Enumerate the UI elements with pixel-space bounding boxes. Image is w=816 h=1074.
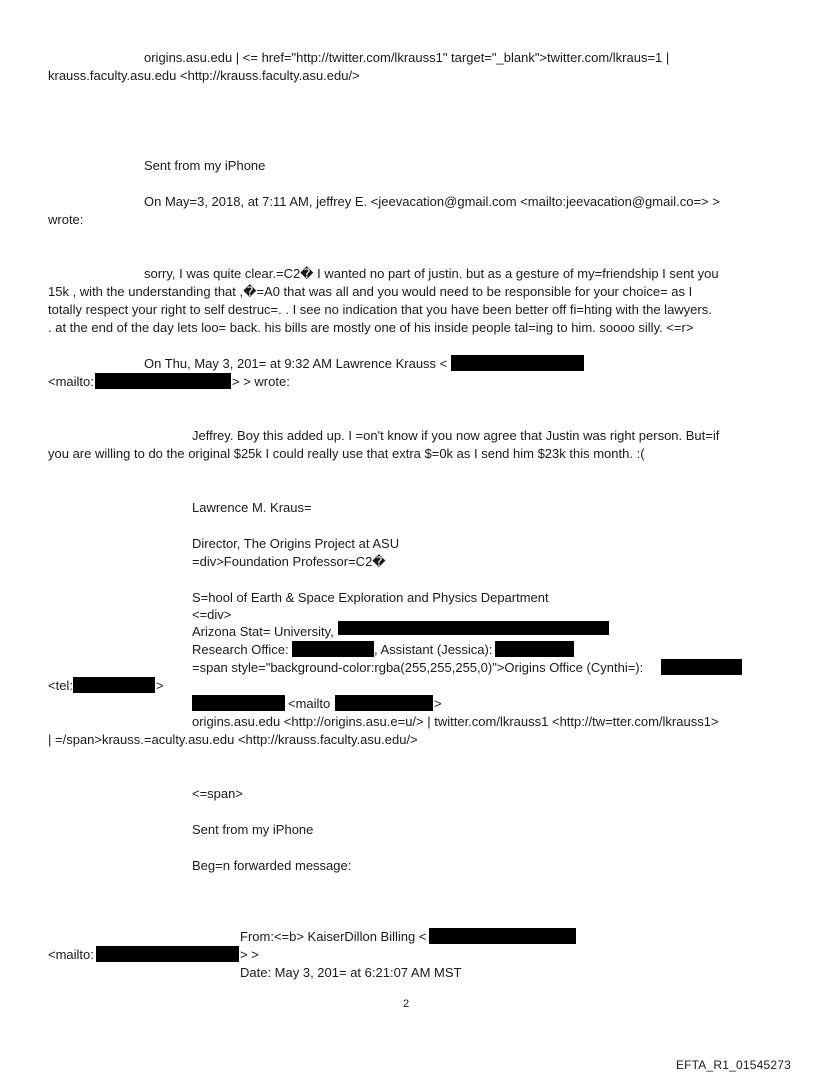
- text-line: Research Office:: [192, 642, 289, 657]
- text-line: S=hool of Earth & Space Exploration and Physics Department: [192, 590, 549, 605]
- redaction-box: [96, 946, 239, 962]
- redaction-box: [335, 695, 433, 711]
- redaction-box: [95, 373, 231, 389]
- text-line: Lawrence M. Kraus=: [192, 500, 312, 515]
- text-line: <=span>: [192, 786, 243, 801]
- text-line: krauss.faculty.asu.edu <http://krauss.faculty.asu.edu/>: [48, 68, 360, 83]
- text-line: >: [434, 696, 442, 711]
- text-line: On May=3, 2018, at 7:11 AM, jeffrey E. <jeevacation@gmail.com <mailto:jeevacation@gmail.co=> >: [144, 194, 720, 209]
- text-line: =span style="background-color:rgba(255,255,255,0)">Origins Office (Cynthi=):: [192, 660, 644, 675]
- text-line: you are willing to do the original $25k I could really use that extra $=0k as I send him $23k this month. :(: [48, 446, 645, 461]
- text-line: <=div>: [192, 607, 232, 622]
- text-line: . at the end of the day lets loo= back. his bills are mostly one of his inside people tal=ing to him. soooo silly. <=r>: [48, 320, 694, 335]
- redaction-box: [192, 695, 285, 711]
- text-line: =div>Foundation Professor=C2�: [192, 554, 386, 569]
- text-line: | =/span>krauss.=aculty.asu.edu <http://krauss.faculty.asu.edu/>: [48, 732, 418, 747]
- text-line: totally respect your right to self destruc=. . I see no indication that you have been better off fi=hting with the lawyers.: [48, 302, 712, 317]
- text-line: Jeffrey. Boy this added up. I =on't know if you now agree that Justin was right person. But=if: [192, 428, 720, 443]
- bates-number: EFTA_R1_01545273: [675, 1058, 791, 1072]
- text-line: From:<=b> KaiserDillon Billing <: [240, 929, 427, 944]
- redaction-box: [338, 621, 609, 635]
- text-line: On Thu, May 3, 201= at 9:32 AM Lawrence Krauss <: [144, 356, 448, 371]
- redaction-box: [451, 355, 584, 371]
- text-line: 15k , with the understanding that ,�=A0 that was all and you would need to be responsible for your choice= as I: [48, 284, 693, 299]
- text-line: Date: May 3, 201= at 6:21:07 AM MST: [240, 965, 462, 980]
- text-line: Sent from my iPhone: [144, 158, 266, 173]
- text-line: Beg=n forwarded message:: [192, 858, 352, 873]
- text-line: > >: [240, 947, 259, 962]
- text-line: <mailto:: [48, 374, 94, 389]
- text-line: >: [156, 678, 164, 693]
- page-number: 2: [403, 998, 410, 1010]
- redaction-box: [73, 677, 155, 693]
- text-line: Arizona Stat= University,: [192, 624, 334, 639]
- text-line: sorry, I was quite clear.=C2� I wanted no part of justin. but as a gesture of my=friendship I sent you: [144, 266, 719, 281]
- redaction-box: [495, 641, 574, 657]
- text-line: wrote:: [48, 212, 84, 227]
- text-line: <mailto: [288, 696, 331, 711]
- text-line: > > wrote:: [232, 374, 290, 389]
- text-line: origins.asu.edu <http://origins.asu.e=u/> | twitter.com/lkrauss1 <http://tw=tter.com/lkrauss1>: [192, 714, 719, 729]
- text-line: <mailto:: [48, 947, 94, 962]
- redaction-box: [661, 659, 742, 675]
- text-line: origins.asu.edu | <= href="http://twitter.com/lkrauss1" target="_blank">twitter.com/lkraus=1 |: [144, 50, 670, 65]
- text-line: <tel:: [48, 678, 73, 693]
- redaction-box: [429, 928, 576, 944]
- text-line: Director, The Origins Project at ASU: [192, 536, 400, 551]
- text-line: , Assistant (Jessica):: [374, 642, 493, 657]
- redaction-box: [292, 641, 374, 657]
- text-line: Sent from my iPhone: [192, 822, 314, 837]
